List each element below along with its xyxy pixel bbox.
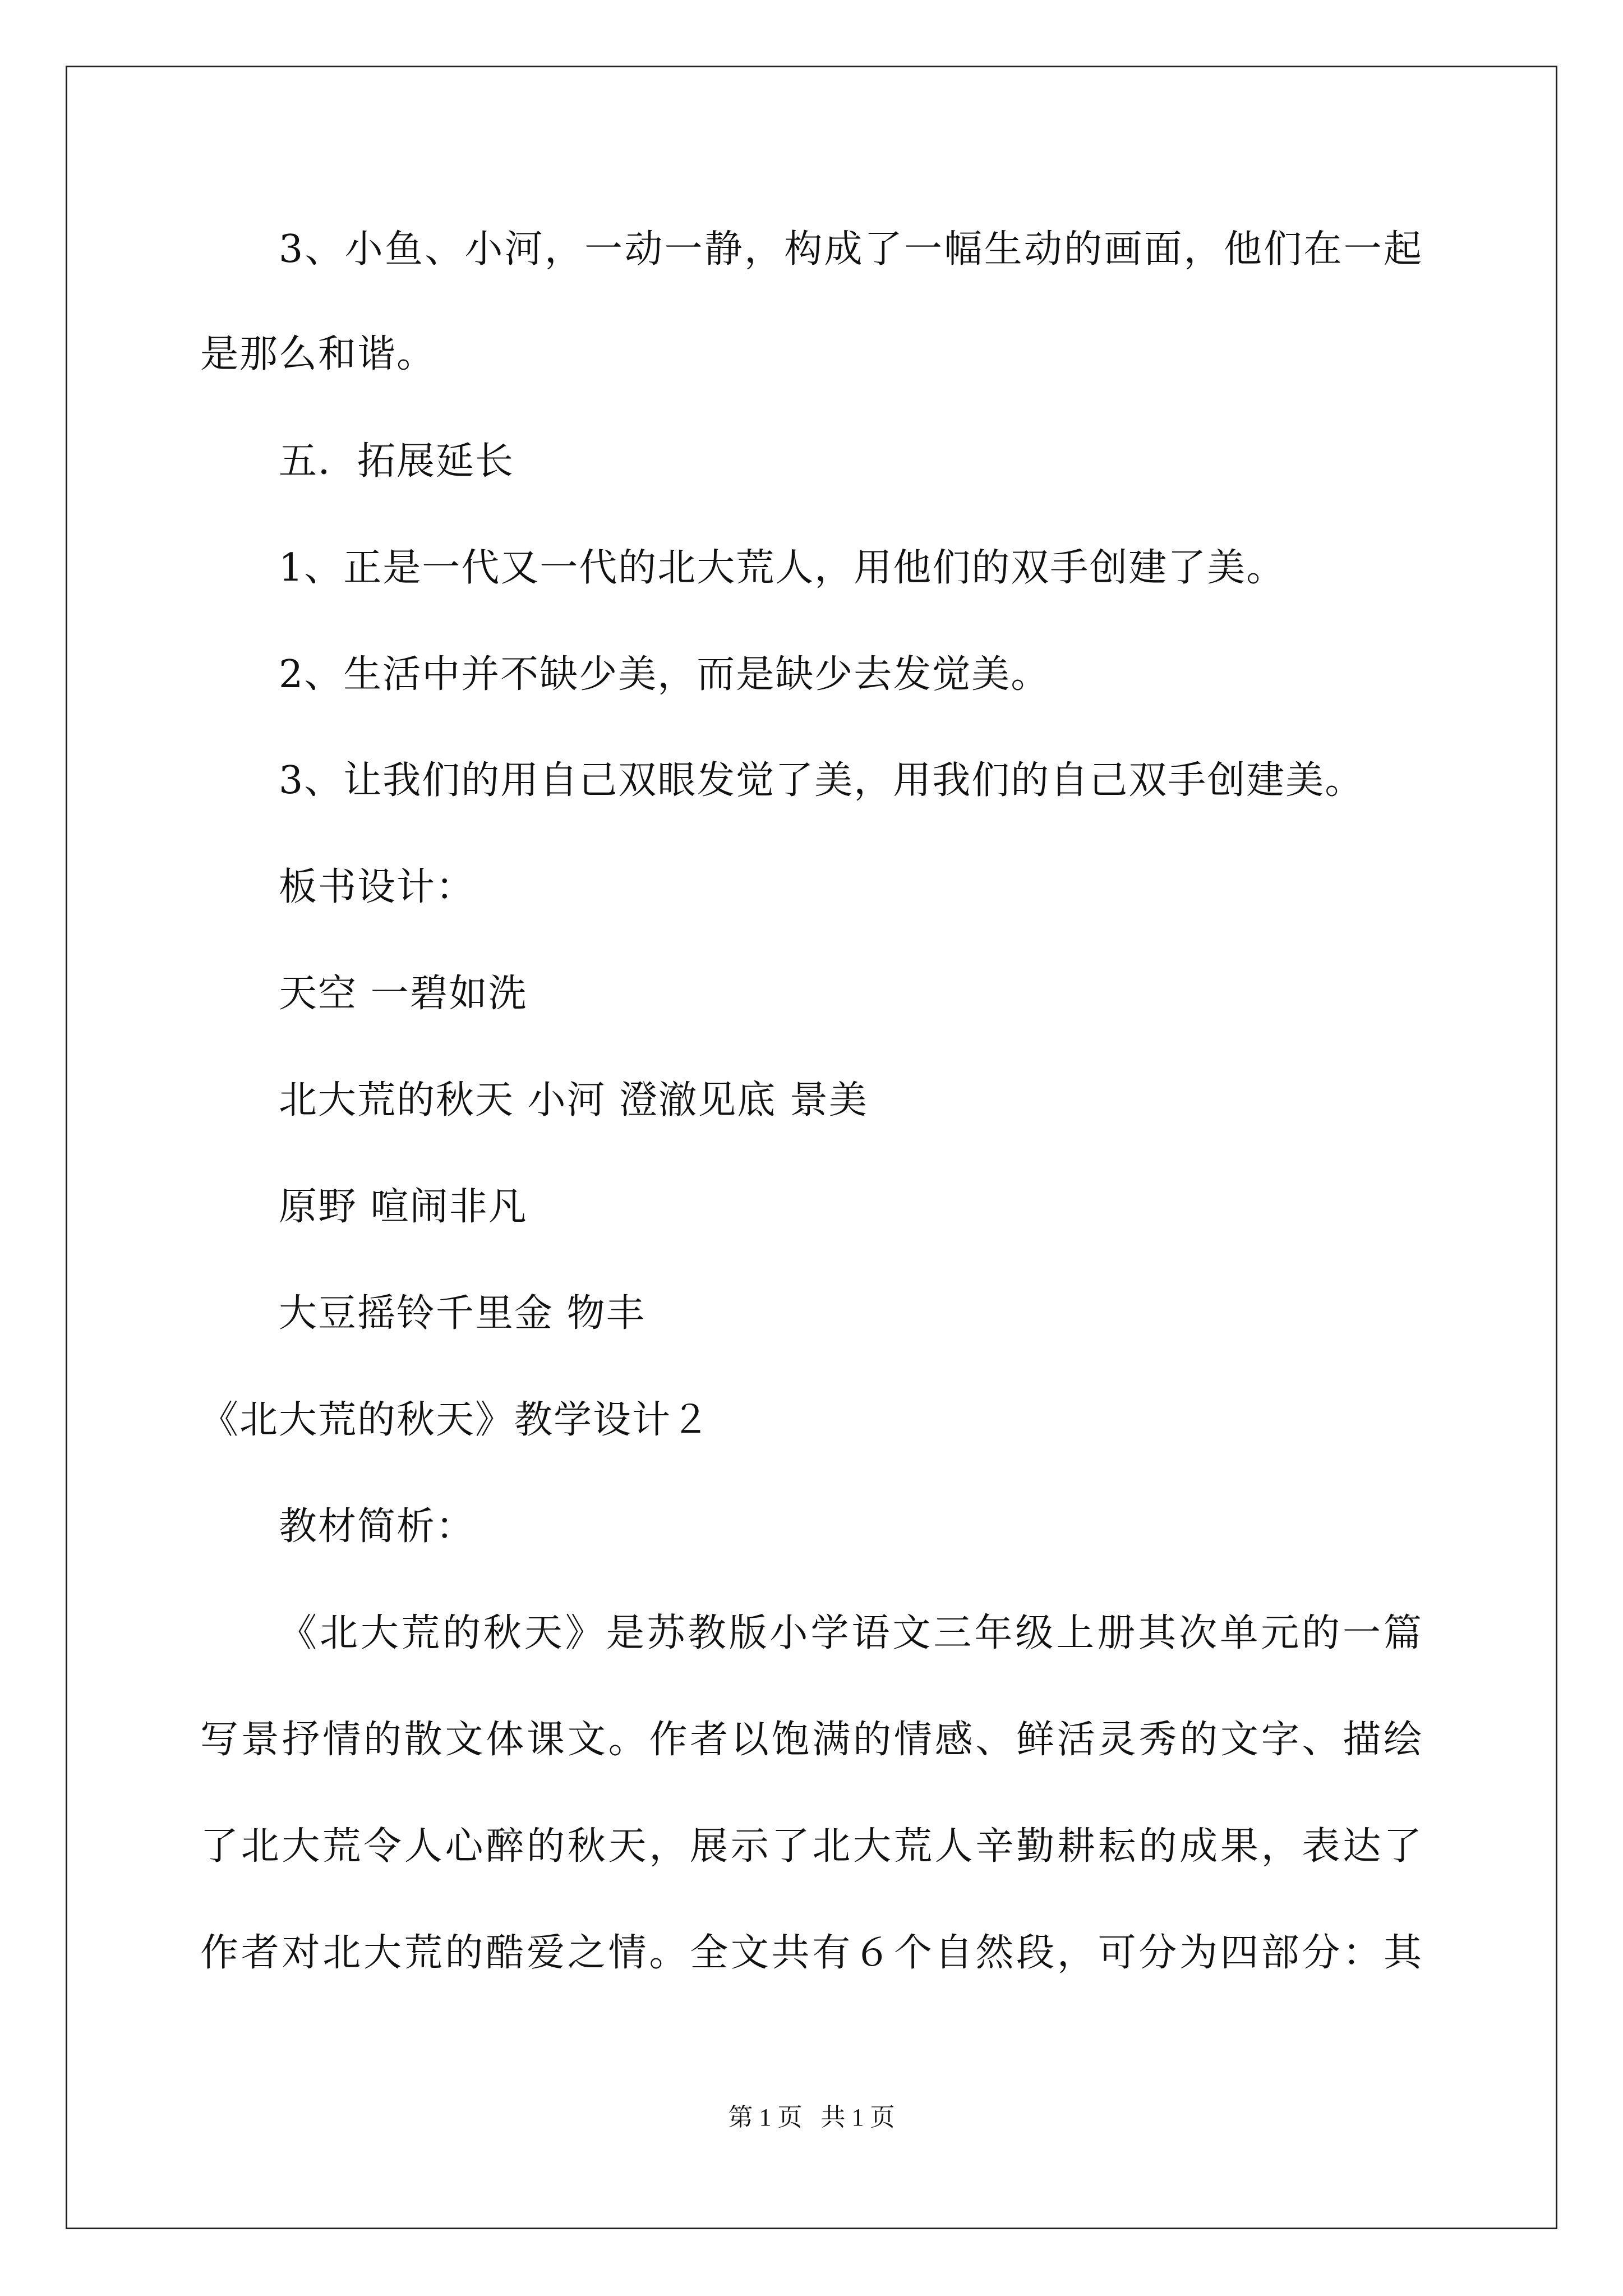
analysis-line-2: 写景抒情的散文体课文。作者以饱满的情感、鲜活灵秀的文字、描绘: [200, 1718, 1423, 1762]
analysis-line-3: 了北大荒令人心醉的秋天，展示了北大荒人辛勤耕耘的成果，表达了: [200, 1824, 1423, 1869]
page-footer: 第 1 页 共 1 页: [728, 2104, 895, 2131]
analysis-line-1: 《北大荒的秋天》是苏教版小学语文三年级上册其次单元的一篇: [279, 1611, 1423, 1655]
section-title-design-2: 《北大荒的秋天》教学设计２: [200, 1398, 711, 1442]
section-heading-extension: 五．拓展延长: [279, 439, 515, 484]
paragraph-line-2: 是那么和谐。: [200, 332, 436, 376]
analysis-line-4: 作者对北大荒的酷爱之情。全文共有６个自然段，可分为四部分：其: [200, 1931, 1423, 1975]
board-line-field: 原野 喧闹非凡: [279, 1185, 528, 1229]
paragraph-line-5: 3、让我们的用自己双眼发觉了美，用我们的自己双手创建美。: [279, 758, 1364, 803]
board-design-heading: 板书设计：: [279, 865, 476, 909]
material-analysis-heading: 教材简析：: [279, 1504, 476, 1549]
page-border: [66, 66, 1557, 2229]
board-line-soybean: 大豆摇铃千里金 物丰: [279, 1291, 645, 1336]
board-line-sky: 天空 一碧如洗: [279, 972, 528, 1016]
paragraph-line-1: 3、小鱼、小河，一动一静，构成了一幅生动的画面，他们在一起: [279, 227, 1423, 272]
board-line-title: 北大荒的秋天 小河 澄澈见底 景美: [279, 1078, 868, 1122]
paragraph-line-3: 1、正是一代又一代的北大荒人，用他们的双手创建了美。: [279, 546, 1286, 590]
paragraph-line-4: 2、生活中并不缺少美，而是缺少去发觉美。: [279, 652, 1050, 697]
